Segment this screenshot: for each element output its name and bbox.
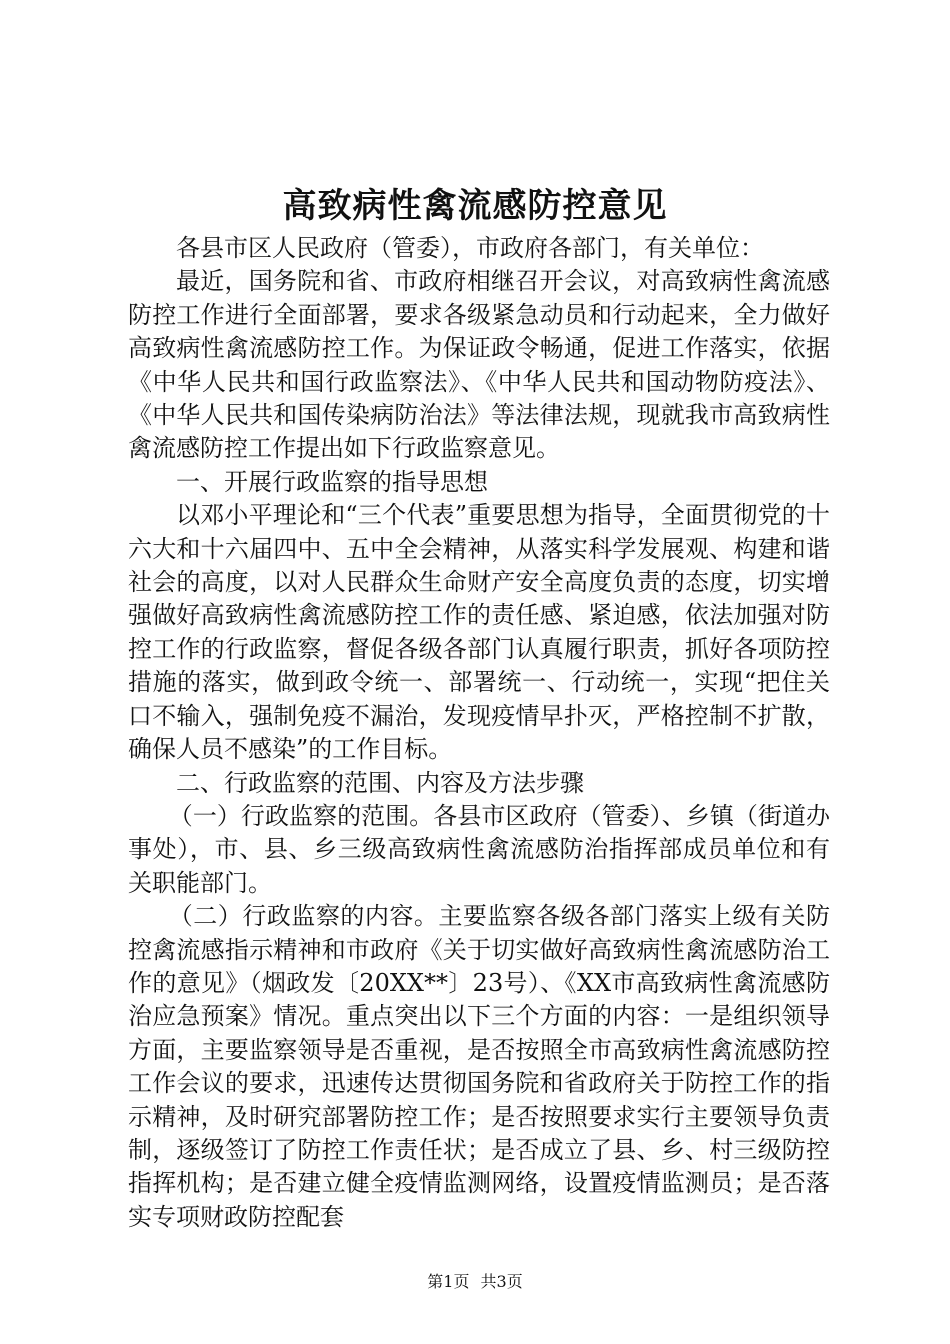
guiding-thought-paragraph: 以邓小平理论和“三个代表”重要思想为指导，全面贯彻党的十六大和十六届四中、五中全会精神，从落实科学发展观、构建和谐社会的高度，以对人民群众生命财产安全高度负责的态度，切实增强做好高致病性禽流感防控工作的责任感、紧迫感，依法加强对防控工作的行政监察，督促各级各部门认真履行职责，抓好各项防控措施的落实，做到政令统一、部署统一、行动统一，实现“把住关口不输入，强制免疫不漏治，发现疫情早扑灭，严格控制不扩散，确保人员不感染”的工作目标。 [128,501,830,764]
document-body [128,232,830,1234]
page-number: 第1页 [427,1272,470,1291]
section-heading-2: 二、行政监察的范围、内容及方法步骤 [176,768,584,797]
page-total: 共3页 [480,1272,523,1291]
content-paragraph: （二）行政监察的内容。主要监察各级各部门落实上级有关防控禽流感指示精神和市政府《关于切实做好高致病性禽流感防治工作的意见》（烟政发〔20XX**〕23号）、《XX市高致病性禽流感防治应急预案》情况。重点突出以下三个方面的内容：一是组织领导方面，主要监察领导是否重视，是否按照全市高致病性禽流感防控工作会议的要求，迅速传达贯彻国务院和省政府关于防控工作的指示精神，及时研究部署防控工作；是否按照要求实行主要领导负责制，逐级签订了防控工作责任状；是否成立了县、乡、村三级防控指挥机构；是否建立健全疫情监测网络，设置疫情监测员；是否落实专项财政防控配套 [128,902,830,1231]
section-heading-1: 一、开展行政监察的指导思想 [176,467,488,496]
intro-paragraph: 最近，国务院和省、市政府相继召开会议，对高致病性禽流感防控工作进行全面部署，要求各级紧急动员和行动起来，全力做好高致病性禽流感防控工作。为保证政令畅通，促进工作落实，依据《中华人民共和国行政监察法》、《中华人民共和国动物防疫法》、《中华人民共和国传染病防治法》等法律法规，现就我市高致病性禽流感防控工作提出如下行政监察意见。 [128,267,830,463]
page-footer [0,1270,950,1294]
document-title: 高致病性禽流感防控意见 [282,186,668,226]
salutation-paragraph: 各县市区人民政府（管委），市政府各部门，有关单位： [176,234,764,262]
scope-paragraph: （一）行政监察的范围。各县市区政府（管委）、乡镇（街道办事处），市、县、乡三级高致病性禽流感防治指挥部成员单位和有关职能部门。 [128,801,830,897]
